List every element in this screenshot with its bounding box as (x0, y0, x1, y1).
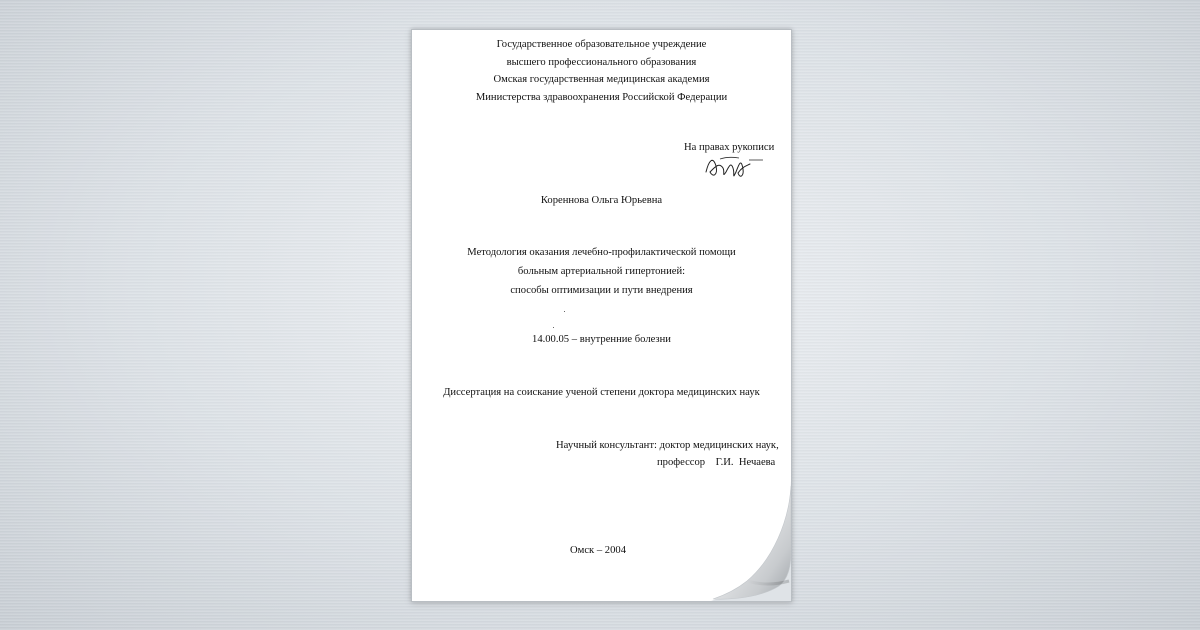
institution-line-3: Омская государственная медицинская академия (493, 74, 710, 85)
page-curl-icon (711, 481, 791, 601)
institution-line-1: Государственное образовательное учреждение (496, 39, 707, 50)
speck-mark (553, 327, 554, 328)
consultant-line-2: профессор Г.И. Нечаева (657, 457, 776, 468)
specialty-line: 14.00.05 – внутренние болезни (532, 334, 671, 345)
city-year: Омск – 2004 (570, 545, 626, 556)
rights-note: На правах рукописи (684, 142, 775, 153)
speck-mark (564, 311, 565, 312)
title-line-2: больным артериальной гипертонией: (517, 266, 686, 277)
degree-line: Диссертация на соискание ученой степени доктора медицинских наук (443, 387, 760, 398)
document-page (411, 29, 792, 602)
title-line-3: способы оптимизации и пути внедрения (510, 285, 693, 296)
author-name: Кореннова Ольга Юрьевна (540, 195, 663, 206)
consultant-line-1: Научный консультант: доктор медицинских наук, (556, 440, 779, 451)
signature-icon (702, 148, 764, 184)
institution-line-2: высшего профессионального образования (506, 57, 697, 68)
title-line-1: Методология оказания лечебно-профилактической помощи (467, 247, 736, 258)
institution-line-4: Министерства здравоохранения Российской Федерации (475, 92, 728, 103)
